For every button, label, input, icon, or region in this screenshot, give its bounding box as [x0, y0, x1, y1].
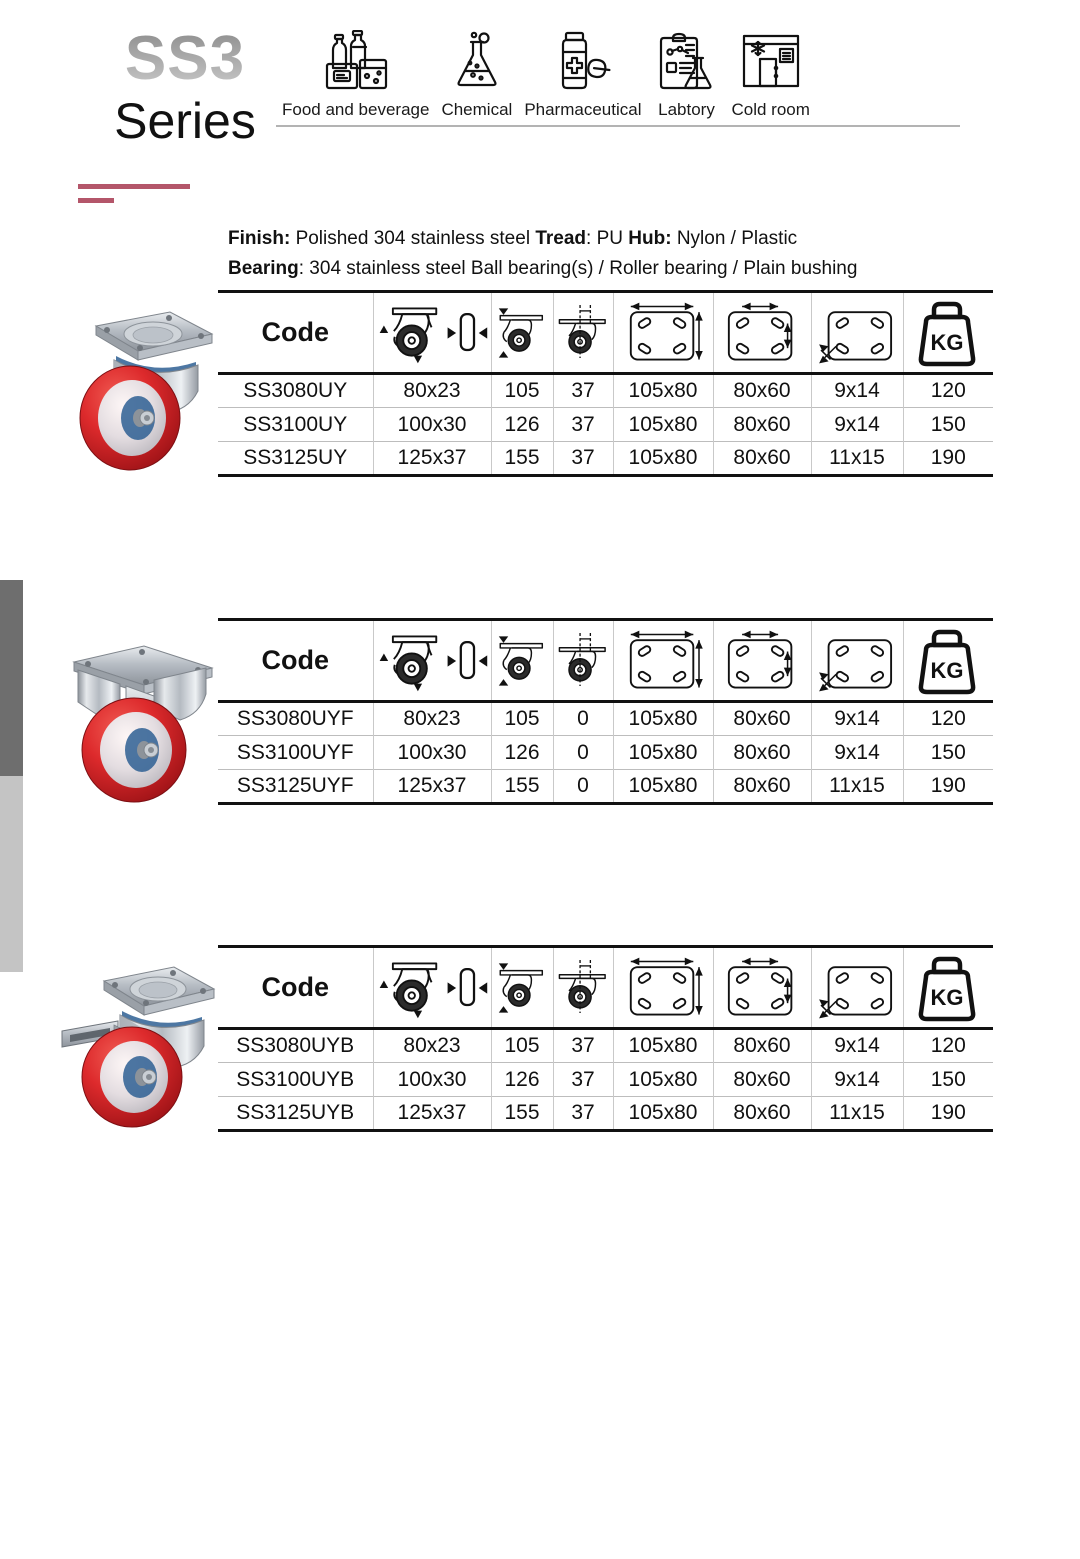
plate-size-icon [614, 625, 713, 697]
brand-title: SS3 [70, 28, 300, 90]
cell-wheel: 80x23 [373, 374, 491, 408]
cell-code: SS3080UYB [236, 1034, 355, 1057]
spec-table-body [218, 702, 993, 804]
edge-bar-dark [0, 580, 23, 776]
load-capacity-kg-icon [904, 952, 994, 1024]
header-bolt-size [811, 620, 903, 702]
brand-subtitle: Series [114, 93, 256, 149]
cell-offset: 37 [553, 1029, 613, 1063]
cell-height: 105 [491, 374, 553, 408]
spec-table-body [218, 1029, 993, 1131]
table-header-row [218, 292, 993, 374]
application-pharmaceutical [518, 30, 647, 120]
cell-bolt-spacing: 80x60 [713, 1097, 811, 1131]
bolt-hole-spacing-icon [714, 297, 811, 369]
swivel-offset-icon [554, 625, 613, 697]
header-wheel-dimension [373, 292, 491, 374]
rigid-caster-photo [52, 622, 224, 812]
application-chemical [435, 30, 518, 120]
cell-bolt-spacing: 80x60 [713, 1063, 811, 1097]
spec-line-finish [228, 224, 1008, 254]
cell-offset: 37 [553, 1097, 613, 1131]
brand-block [70, 24, 300, 149]
cell-bolt-size: 11x15 [811, 1097, 903, 1131]
cell-plate: 105x80 [613, 442, 713, 476]
application-label: Food and beverage [282, 100, 430, 119]
cell-code: SS3100UYF [236, 740, 354, 764]
table-row [218, 1029, 993, 1063]
header-load-capacity [903, 620, 993, 702]
cell-code: SS3080UY [243, 379, 348, 402]
chemical-flask-icon [446, 30, 508, 92]
wheel-diameter-width-icon [374, 625, 491, 697]
table-row [218, 442, 993, 476]
table-row [218, 374, 993, 408]
spec-value-bearing: : 304 stainless steel Ball bearing(s) / Roller bearing / Plain bushing [298, 258, 858, 279]
header-code: Code [261, 317, 329, 347]
cell-plate: 105x80 [613, 736, 713, 770]
cell-bolt-size: 9x14 [811, 1063, 903, 1097]
table-row [218, 702, 993, 736]
header-plate-size [613, 292, 713, 374]
header-bolt-size [811, 947, 903, 1029]
cell-bolt-size: 9x14 [811, 374, 903, 408]
spec-value-tread: : PU [586, 228, 623, 249]
masthead [0, 0, 1080, 200]
table-row [218, 1063, 993, 1097]
header-plate-size [613, 620, 713, 702]
cell-wheel: 100x30 [373, 408, 491, 442]
specifications [228, 224, 1008, 284]
spec-table-rigid-wrap [218, 618, 993, 805]
pharmaceutical-icon [547, 30, 619, 92]
cell-wheel: 125x37 [373, 442, 491, 476]
cell-wheel: 80x23 [373, 1029, 491, 1063]
cell-wheel: 125x37 [373, 770, 491, 804]
header-code: Code [261, 645, 329, 675]
load-capacity-kg-icon [904, 297, 994, 369]
cell-load: 190 [903, 770, 993, 804]
spec-label-tread: Tread [535, 228, 587, 249]
cell-bolt-spacing: 80x60 [713, 374, 811, 408]
table-row [218, 1097, 993, 1131]
spec-table-brake [218, 945, 993, 1132]
spec-value-finish: Polished 304 stainless steel [295, 228, 531, 249]
cell-height: 126 [491, 408, 553, 442]
cell-load: 150 [903, 736, 993, 770]
cell-plate: 105x80 [613, 1029, 713, 1063]
cell-height: 155 [491, 770, 553, 804]
cell-wheel: 80x23 [373, 702, 491, 736]
bolt-hole-size-icon [812, 625, 903, 697]
cell-bolt-size: 11x15 [811, 770, 903, 804]
header-load-capacity [903, 292, 993, 374]
food-and-beverage-icon [317, 30, 395, 92]
table-row [218, 408, 993, 442]
cold-room-icon [736, 30, 806, 92]
cell-bolt-size: 9x14 [811, 408, 903, 442]
cell-code: SS3100UYB [236, 1067, 355, 1091]
overall-height-icon [492, 625, 553, 697]
application-divider [276, 125, 960, 127]
application-cold-room [725, 30, 815, 120]
cell-height: 155 [491, 442, 553, 476]
cell-height: 126 [491, 736, 553, 770]
laboratory-icon [653, 30, 719, 92]
header-bolt-size [811, 292, 903, 374]
cell-bolt-size: 9x14 [811, 736, 903, 770]
bolt-hole-spacing-icon [714, 952, 811, 1024]
cell-load: 190 [903, 1097, 993, 1131]
cell-wheel: 100x30 [373, 736, 491, 770]
table-header-row [218, 947, 993, 1029]
spec-label-finish: Finish: [228, 228, 291, 249]
header-code: Code [261, 972, 329, 1002]
application-labtory [647, 30, 725, 120]
cell-load: 190 [903, 442, 993, 476]
header-bolt-spacing [713, 947, 811, 1029]
header-wheel-dimension [373, 620, 491, 702]
swivel-brake-caster-photo [52, 949, 224, 1139]
cell-bolt-size: 11x15 [811, 442, 903, 476]
header-wheel-dimension [373, 947, 491, 1029]
application-label: Pharmaceutical [524, 100, 642, 119]
overall-height-icon [492, 297, 553, 369]
spec-table-rigid [218, 618, 993, 805]
cell-bolt-size: 9x14 [811, 702, 903, 736]
cell-bolt-size: 9x14 [811, 1029, 903, 1063]
cell-offset: 37 [553, 374, 613, 408]
cell-plate: 105x80 [613, 702, 713, 736]
cell-code: SS3125UYB [236, 1101, 355, 1124]
spec-label-bearing: Bearing [228, 258, 299, 279]
spec-table-swivel [218, 290, 993, 477]
accent-rule-long [78, 184, 190, 189]
cell-code: SS3125UYF [236, 774, 354, 797]
cell-load: 120 [903, 1029, 993, 1063]
cell-height: 155 [491, 1097, 553, 1131]
cell-bolt-spacing: 80x60 [713, 702, 811, 736]
cell-offset: 0 [553, 770, 613, 804]
bolt-hole-size-icon [812, 297, 903, 369]
bolt-hole-size-icon [812, 952, 903, 1024]
table-header-row [218, 620, 993, 702]
header-load-capacity [903, 947, 993, 1029]
header-overall-height [491, 620, 553, 702]
plate-size-icon [614, 952, 713, 1024]
accent-rule-short [78, 198, 114, 203]
cell-offset: 0 [553, 736, 613, 770]
cell-bolt-spacing: 80x60 [713, 1029, 811, 1063]
edge-bar-light [0, 776, 23, 972]
swivel-caster-photo [52, 294, 224, 484]
table-row [218, 770, 993, 804]
application-label: Cold room [731, 100, 810, 119]
cell-code: SS3125UY [243, 446, 348, 469]
spec-table-body [218, 374, 993, 476]
cell-plate: 105x80 [613, 408, 713, 442]
application-label: Chemical [441, 100, 513, 119]
header-swivel-offset [553, 620, 613, 702]
wheel-diameter-width-icon [374, 952, 491, 1024]
cell-bolt-spacing: 80x60 [713, 442, 811, 476]
swivel-offset-icon [554, 297, 613, 369]
swivel-offset-icon [554, 952, 613, 1024]
cell-bolt-spacing: 80x60 [713, 736, 811, 770]
header-swivel-offset [553, 947, 613, 1029]
cell-height: 105 [491, 1029, 553, 1063]
cell-plate: 105x80 [613, 770, 713, 804]
cell-load: 120 [903, 374, 993, 408]
table-row [218, 736, 993, 770]
load-capacity-kg-icon [904, 625, 994, 697]
header-plate-size [613, 947, 713, 1029]
plate-size-icon [614, 297, 713, 369]
cell-code: SS3100UY [243, 412, 348, 436]
header-overall-height [491, 947, 553, 1029]
cell-offset: 37 [553, 1063, 613, 1097]
header-swivel-offset [553, 292, 613, 374]
cell-offset: 37 [553, 442, 613, 476]
cell-load: 150 [903, 1063, 993, 1097]
application-icons [276, 30, 960, 127]
bolt-hole-spacing-icon [714, 625, 811, 697]
spec-label-hub: Hub: [628, 228, 672, 249]
cell-offset: 0 [553, 702, 613, 736]
cell-bolt-spacing: 80x60 [713, 770, 811, 804]
cell-offset: 37 [553, 408, 613, 442]
cell-bolt-spacing: 80x60 [713, 408, 811, 442]
brand-accent-rules [78, 170, 190, 203]
cell-wheel: 100x30 [373, 1063, 491, 1097]
wheel-diameter-width-icon [374, 297, 491, 369]
spec-line-bearing [228, 254, 1008, 284]
application-label: Labtory [658, 100, 715, 119]
overall-height-icon [492, 952, 553, 1024]
cell-code: SS3080UYF [236, 707, 354, 730]
application-food-and-beverage [276, 30, 435, 120]
cell-plate: 105x80 [613, 374, 713, 408]
header-overall-height [491, 292, 553, 374]
spec-table-brake-wrap [218, 945, 993, 1132]
cell-height: 126 [491, 1063, 553, 1097]
cell-load: 150 [903, 408, 993, 442]
header-bolt-spacing [713, 620, 811, 702]
cell-plate: 105x80 [613, 1097, 713, 1131]
cell-height: 105 [491, 702, 553, 736]
header-bolt-spacing [713, 292, 811, 374]
cell-plate: 105x80 [613, 1063, 713, 1097]
spec-value-hub: Nylon / Plastic [676, 228, 798, 249]
cell-load: 120 [903, 702, 993, 736]
spec-table-swivel-wrap [218, 290, 993, 477]
cell-wheel: 125x37 [373, 1097, 491, 1131]
